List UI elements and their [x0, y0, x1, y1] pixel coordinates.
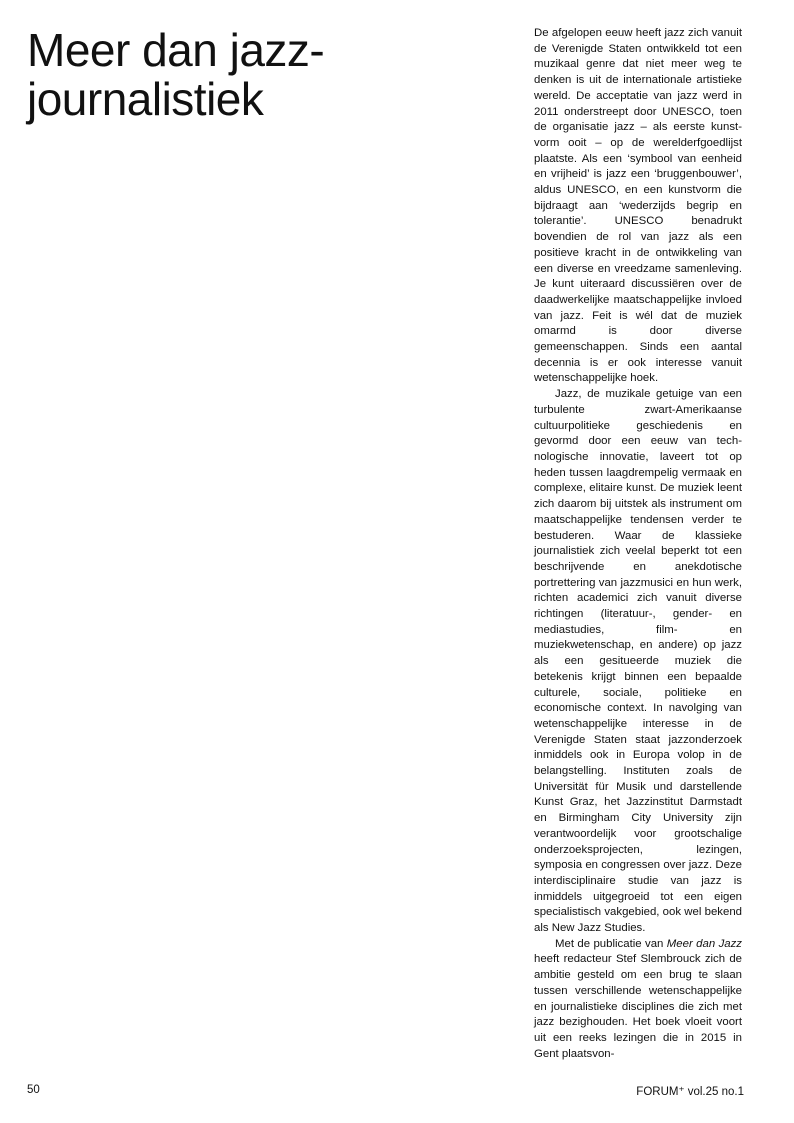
page-number: 50	[27, 1084, 40, 1096]
journal-issue: FORUM⁺ vol.25 no.1	[636, 1086, 744, 1098]
paragraph-2: Jazz, de muzikale getuige van een turbulente zwart-Amerikaanse cultuurpolitieke geschiedenis en gevormd door een eeuw van technologische innovatie, laveert tot op heden tussen laagdrempelig vermaak en complexe, elitaire kunst. De muziek leent zich daarom bij uitstek als instrument om maatschappelijke tendensen verder te bestuderen. Waar de klassieke journalistiek zich veelal beperkt tot een beschrijvende en anekdotische portrettering van jazzmusici en hun werk, richten academici zich vanuit diverse richtingen (literatuur-, gender- en mediastudies, film- en muziekwetenschap, en andere) op jazz als een gesitueerde muziek die betekenis krijgt binnen een bepaalde culturele, sociale, politieke en economische context. In navolging van wetenschappelijke interesse in de Verenigde Staten staat jazzonderzoek inmiddels ook in Europa volop in de belangstelling. Instituten zoals de Universität für Musik und darstellende Kunst Graz, het Jazzinstitut Darmstadt en Birmingham City University zijn verantwoordelijk voor grootschalige onderzoeksprojecten, lezingen, symposia en congressen over jazz. Deze interdisciplinaire studie van jazz is inmiddels uitgegroeid tot een eigen specialistisch vakgebied, ook wel bekend als New Jazz Studies.	[534, 388, 742, 935]
paragraph-3	[534, 937, 742, 1063]
article-title: Meer dan jazz-journalistiek	[27, 24, 325, 125]
paragraph-1: De afgelopen eeuw heeft jazz zich vanuit de Verenigde Staten ontwikkeld tot een muzikaal genre dat niet meer weg te denken is uit de internationale artistieke wereld. De acceptatie van jazz werd in 2011 onderstreept door UNESCO, toen de organisatie jazz – als eerste kunstvorm ooit – op de werelderfgoedlijst plaatste. Als een ‘symbool van eenheid en vrijheid’ is jazz een ‘bruggenbouwer’, aldus UNESCO, en een kunstvorm die bijdraagt aan ‘wederzijds begrip en tolerantie’. UNESCO benadrukt bovendien de rol van jazz als een positieve kracht in de ontwikkeling van een diverse en vreedzame samenleving. Je kunt uiteraard discussiëren over de daadwerkelijke maatschappelijke invloed van jazz. Feit is wél dat de muziek omarmd is door diverse gemeenschappen. Sinds een aantal decennia is er ook interesse vanuit wetenschappelijke hoek.	[534, 27, 742, 385]
article-body	[534, 26, 742, 1062]
paragraph-3-lead: Met de publicatie van	[555, 937, 667, 950]
paragraph-3-rest: heeft redacteur Stef Slembrouck zich de ambitie gesteld om een brug te slaan tussen verschillende wetenschappelijke en journalistieke disciplines die zich met jazz bezighouden. Het boek vloeit voort uit een reeks lezingen die in 2015 in Gent plaatsvon-	[534, 953, 742, 1060]
book-title: Meer dan Jazz	[666, 937, 742, 950]
